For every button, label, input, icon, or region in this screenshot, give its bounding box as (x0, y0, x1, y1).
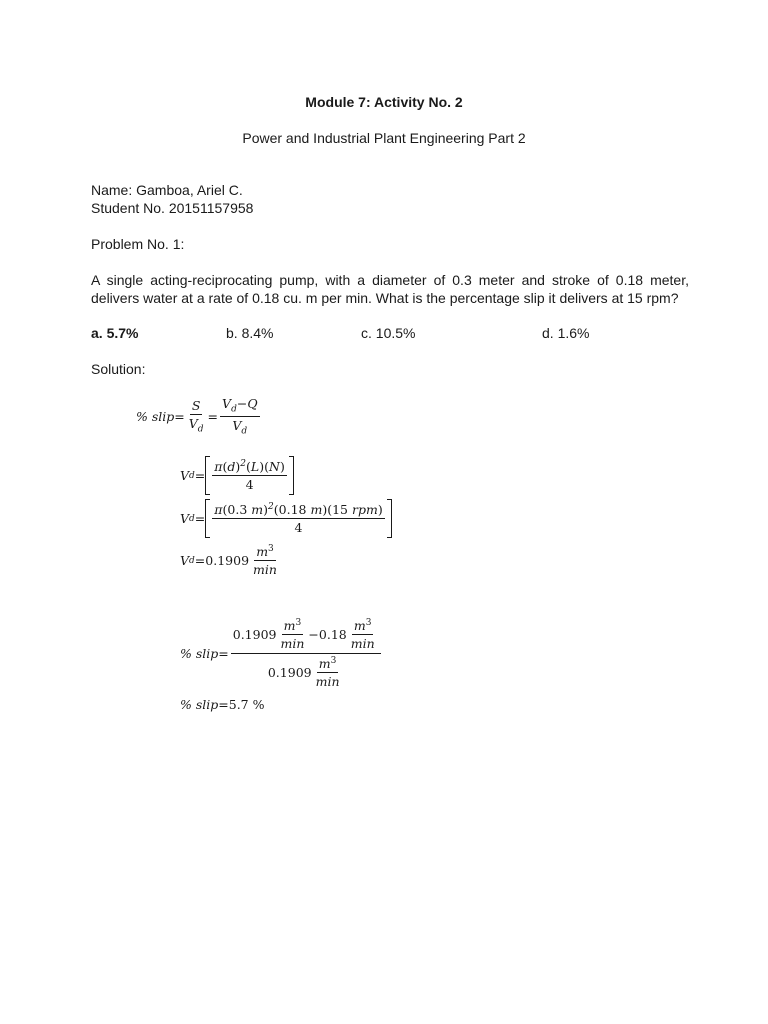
cube-exponent: 3 (295, 618, 302, 628)
vd-value: 0.1909 (232, 627, 277, 643)
choice-b: b. 8.4% (226, 325, 274, 341)
equation-vd-formula: V d = $\frac{\pi(d)^2(L)(N)}{4}$ (180, 456, 294, 495)
vd-value: 0.1909 (267, 665, 312, 681)
equation-slip-definition: % slip = $\frac{S}{V_d}$ = $\frac{V_d-Q}{V_d}$ (136, 396, 258, 436)
square-exponent: 2 (268, 502, 274, 512)
page-title: Module 7: Activity No. 2 (305, 94, 463, 110)
diameter-value: 0.3 (227, 502, 248, 518)
d-symbol: d (227, 459, 236, 475)
rpm-unit: rpm (351, 502, 378, 518)
square-exponent: 2 (240, 459, 247, 469)
q-symbol: Q (247, 396, 258, 411)
page-subtitle: Power and Industrial Plant Engineering Part 2 (242, 130, 526, 146)
problem-label: Problem No. 1: (91, 236, 185, 252)
student-number: Student No. 20151157958 (91, 200, 254, 216)
vd-symbol: V (188, 415, 198, 431)
equation-vd-substitution: V d = $\frac{\pi(0.3 m)^2(0.18 m)(15 rpm)}{4}$ (180, 499, 392, 538)
meter-unit: m (251, 502, 264, 518)
vd-symbol: V (180, 553, 190, 569)
speed-value: 15 (332, 502, 348, 518)
stroke-value: 0.18 (278, 502, 307, 518)
slip-lhs: % slip (180, 646, 219, 662)
choice-a: a. 5.7% (91, 325, 139, 341)
n-symbol: N (269, 459, 280, 475)
choice-c: c. 10.5% (361, 325, 416, 341)
equation-slip-substitution: % slip = 0.1909 $\frac{m^3}{\min}$ − 0.18 $\frac{m^3}{\min}$ 0.1909 $\frac{m^3}{\min}$ (180, 618, 383, 689)
student-name: Name: Gamboa, Ariel C. (91, 182, 243, 198)
unit-fraction (251, 544, 279, 577)
min-unit: min (350, 636, 375, 652)
pi-symbol: π (214, 459, 223, 475)
vd-value: 0.1909 (205, 553, 250, 569)
min-unit: min (315, 674, 340, 690)
vd-subscript: d (231, 404, 237, 415)
min-unit: min (280, 636, 305, 652)
equation-vd-result: V d = 0.1909 $\frac{m^3}{\min}$ (180, 544, 277, 578)
bracket: $\frac{\pi(d)^2(L)(N)}{4}$ (205, 456, 294, 495)
vd-symbol: V (180, 468, 190, 484)
vd-symbol: V (180, 511, 190, 527)
m-unit: m (283, 618, 296, 634)
denominator-four: 4 (294, 520, 303, 536)
vd-subscript: d (189, 513, 195, 524)
equation-slip-result: % slip = 5.7 % (180, 697, 265, 712)
fraction-s-over-vd (187, 398, 206, 435)
vd-symbol: V (232, 417, 242, 433)
problem-text: A single acting-reciprocating pump, with a diameter of 0.3 meter and stroke of 0.18 meter, delivers water at a rate of 0.18 cu. m per min. What is the percentage slip it delivers at 15 rpm? (91, 272, 689, 306)
vd-subscript: d (189, 470, 195, 481)
slip-lhs: % slip (180, 697, 219, 712)
pi-symbol: π (214, 502, 223, 518)
m-unit: m (318, 656, 331, 672)
m-unit: m (256, 544, 269, 560)
min-unit: min (253, 562, 277, 578)
solution-label: Solution: (91, 361, 146, 377)
meter-unit: m (310, 502, 323, 518)
choice-d: d. 1.6% (542, 325, 590, 341)
l-symbol: L (250, 459, 260, 475)
main-fraction: 0.1909 $\frac{m^3}{\min}$ − 0.18 $\frac{m^3}{\min}$ 0.1909 $\frac{m^3}{\min}$ (231, 618, 381, 689)
q-value: 0.18 (318, 627, 347, 643)
denominator-four: 4 (245, 477, 254, 493)
slip-lhs: % slip (136, 408, 175, 424)
vd-symbol: V (222, 396, 232, 411)
vd-subscript: d (197, 424, 204, 435)
bracket: $\frac{\pi(0.3 m)^2(0.18 m)(15 rpm)}{4}$ (205, 499, 391, 538)
slip-result: 5.7 % (228, 697, 265, 712)
s-symbol: S (191, 397, 201, 413)
vd-subscript: d (189, 555, 195, 566)
cube-exponent: 3 (268, 544, 274, 554)
cube-exponent: 3 (365, 618, 372, 628)
m-unit: m (353, 618, 366, 634)
cube-exponent: 3 (330, 656, 337, 667)
fraction-vd-minus-q: $\frac{V_d-Q}{V_d}$ (222, 396, 258, 436)
vd-subscript: d (241, 426, 248, 436)
